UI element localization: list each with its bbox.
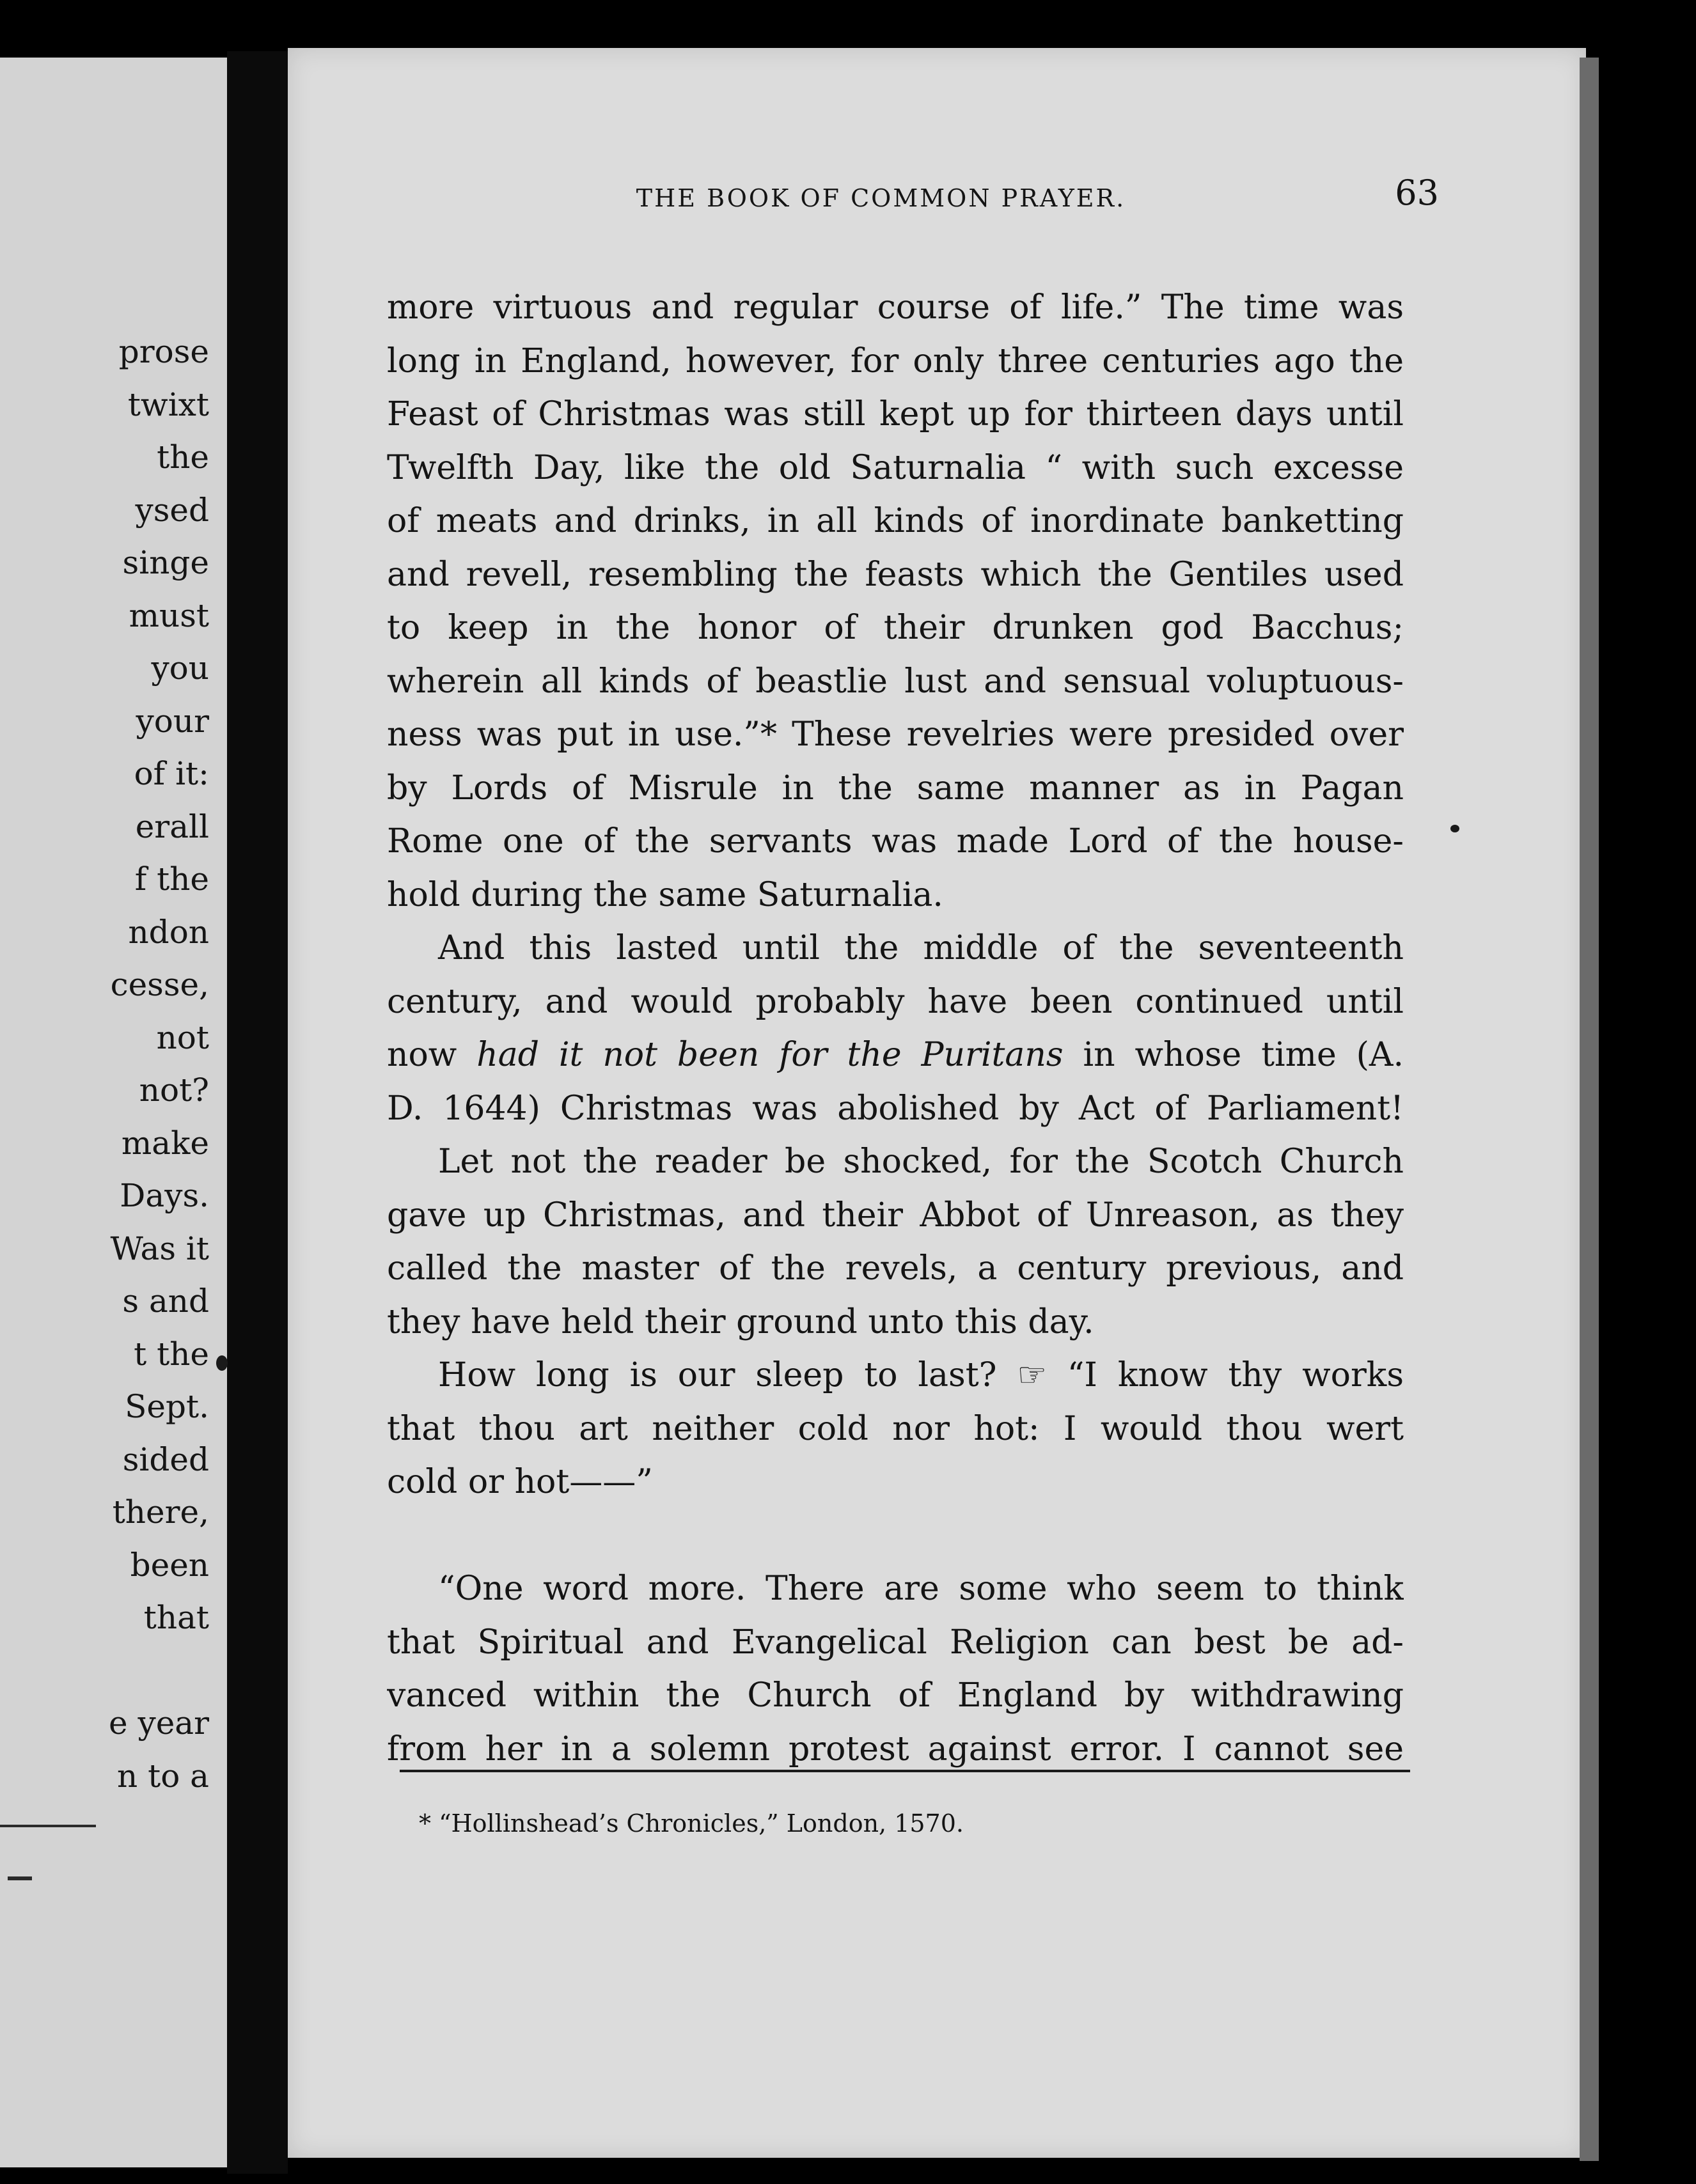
page-number: 63 (1395, 173, 1439, 213)
text-line: vanced within the Church of England by withdrawing (387, 1676, 1404, 1715)
page-header (323, 173, 1439, 224)
body-text (387, 281, 1404, 1776)
left-page-fragment: Was it (110, 1229, 209, 1267)
left-page-fragment: you (151, 650, 209, 687)
text-line: and revell, resembling the feasts which the Gentiles used (387, 555, 1404, 594)
left-page-fragment: twixt (127, 386, 209, 423)
text-line: that thou art neither cold nor hot: I would thou wert (387, 1409, 1404, 1448)
left-page-fragment: Days. (120, 1177, 209, 1214)
text-line: century, and would probably have been continued until (387, 982, 1404, 1021)
left-page-fragment: not? (139, 1072, 209, 1109)
left-page-fragment: must (129, 597, 209, 634)
text-line: Twelfth Day, like the old Saturnalia “ with such excesse (387, 448, 1404, 487)
left-page-fragment: f the (134, 861, 209, 898)
text-line: hold during the same Saturnalia. (387, 875, 943, 914)
text-line: by Lords of Misrule in the same manner as in Pagan (387, 768, 1404, 807)
ink-mark (1450, 825, 1459, 832)
left-dash-mark (8, 1876, 32, 1880)
left-page-fragment: prose (118, 333, 209, 370)
text-line: cold or hot——” (387, 1463, 653, 1501)
text-line: ness was put in use.”* These revelries were presided over (387, 715, 1404, 754)
text-line: called the master of the revels, a century previous, and (387, 1249, 1404, 1288)
text-line: of meats and drinks, in all kinds of inordinate banketting (387, 502, 1404, 540)
text-line: wherein all kinds of beastlie lust and sensual voluptuous- (387, 662, 1404, 701)
left-page-fragment: erall (135, 807, 209, 845)
text-line: And this lasted until the middle of the seventeenth (438, 929, 1404, 967)
left-page-fragment: t the (134, 1335, 209, 1373)
text-line: Let not the reader be shocked, for the Scotch Church (438, 1143, 1404, 1181)
paragraph-gap (387, 1509, 1404, 1563)
text-line: gave up Christmas, and their Abbot of Unreason, as they (387, 1196, 1404, 1235)
left-page-fragment: e year (108, 1704, 209, 1742)
text-line: “One word more. There are some who seem to think (438, 1570, 1404, 1608)
left-page-fragment: that (143, 1599, 209, 1636)
left-page-fragment: been (130, 1546, 209, 1584)
left-page-fragment: Sept. (125, 1388, 209, 1425)
left-facing-page (0, 58, 227, 2167)
left-page-fragment: singe (122, 544, 209, 581)
ink-mark (216, 1355, 228, 1371)
left-page-fragment: s and (122, 1283, 209, 1320)
text-line: How long is our sleep to last? ☞ “I know thy works (438, 1356, 1404, 1394)
left-page-fragment: ndon (128, 913, 209, 951)
text-line: more virtuous and regular course of life.” The time was (387, 288, 1404, 327)
left-page-fragment: ysed (135, 491, 209, 529)
italic-phrase: had it not been for the Puritans (476, 1036, 1064, 1074)
text-line: Feast of Christmas was still kept up for thirteen days until (387, 395, 1404, 433)
text-line: long in England, however, for only three centuries ago the (387, 341, 1404, 380)
text-line: Rome one of the servants was made Lord of the house- (387, 822, 1404, 861)
left-page-fragment: there, (112, 1494, 209, 1531)
left-page-fragment: your (136, 702, 209, 740)
text-line: that Spiritual and Evangelical Religion can best be ad- (387, 1623, 1404, 1662)
text-line: to keep in the honor of their drunken god Bacchus; (387, 609, 1404, 647)
text-line: they have held their ground unto this day. (387, 1302, 1094, 1341)
text-line: from her in a solemn protest against error. I cannot see (387, 1729, 1404, 1768)
left-page-fragment: sided (122, 1440, 209, 1478)
left-page-fragment: cesse, (110, 966, 209, 1003)
left-page-fragment: not (156, 1018, 209, 1056)
text-line-italic: now had it not been for the Puritans in whose time (A. (387, 1036, 1404, 1074)
footnote: * “Hollinshead’s Chronicles,” London, 1570. (419, 1809, 964, 1837)
left-page-fragment: of it: (134, 755, 209, 792)
left-page-fragment: the (157, 439, 209, 476)
running-title: THE BOOK OF COMMON PRAYER. (636, 184, 1126, 212)
left-page-fragment: make (121, 1124, 209, 1162)
text-line: D. 1644) Christmas was abolished by Act of Parliament! (387, 1089, 1404, 1128)
left-footnote-rule (0, 1825, 96, 1827)
footnote-rule (400, 1770, 1410, 1772)
left-page-fragment: n to a (117, 1757, 209, 1795)
page-edge (1580, 58, 1599, 2161)
binding-gutter (227, 51, 288, 2174)
